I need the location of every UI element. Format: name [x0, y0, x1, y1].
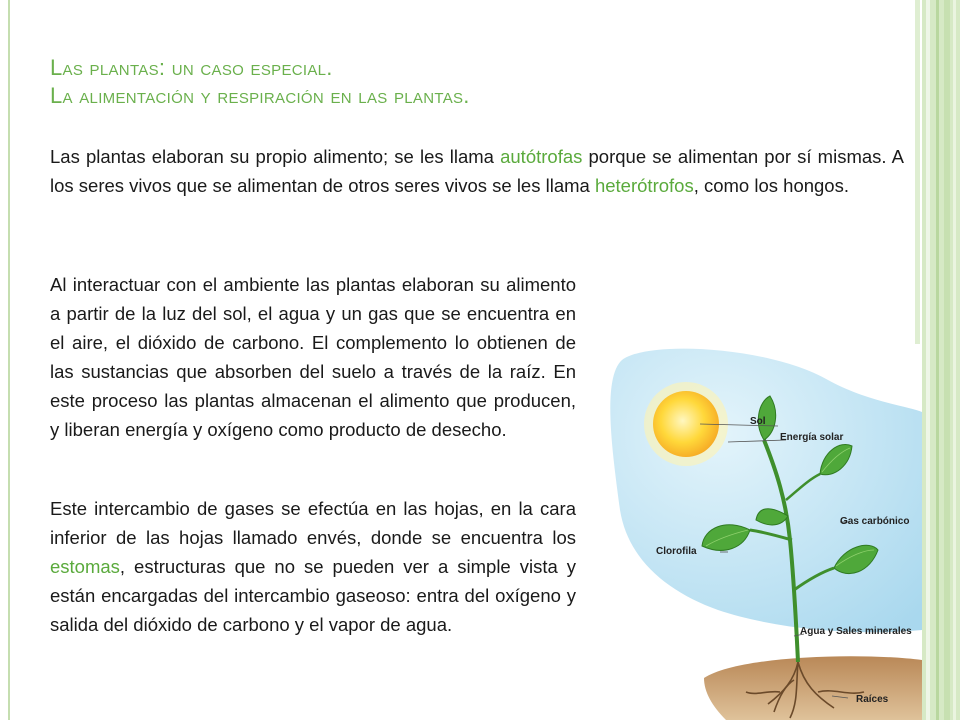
p1-text-1: Las plantas elaboran su propio alimento; se les llama [50, 146, 501, 167]
p1-text-3: , como los hongos. [693, 175, 849, 196]
label-energia-solar: Energía solar [780, 432, 844, 443]
slide-title [50, 54, 890, 110]
label-raices: Raíces [856, 694, 889, 705]
frame-stripe [936, 0, 939, 720]
p1-text-2: porque se alimentan por sí mismas. A los seres vivos que se alimentan de otros seres vivos se les llama [50, 146, 904, 196]
right-frame-border [922, 0, 960, 720]
paragraph-ambiente: Al interactuar con el ambiente las plantas elaboran su alimento a partir de la luz del sol, el agua y un gas que se encuentra en el aire, el dióxido de carbono. El complemento lo obtienen de las sustancias que absorben del suelo a través de la raíz. En este proceso las plantas almacenan el alimento que producen, y liberan energía y oxígeno como producto de desecho. [50, 274, 576, 440]
sky-blob [610, 349, 922, 633]
frame-stripe [926, 0, 930, 720]
term-estomas: estomas [50, 556, 120, 577]
label-agua-sales: Agua y Sales minerales [800, 626, 912, 637]
label-gas-carbonico: Gas carbónico [840, 516, 910, 527]
label-sol: Sol [750, 416, 766, 427]
term-autotrofas: autótrofas [500, 146, 583, 167]
soil-mound [704, 656, 922, 720]
frame-stripe [953, 0, 956, 720]
paragraph-intercambio [50, 494, 576, 639]
plant-photosynthesis-illustration [608, 340, 922, 720]
p3-text-2: , estructuras que no se pueden ver a simple vista y están encargadas del intercambio gaseoso: entra del oxígeno y salida del dióxido de carbono y el vapor de agua. [50, 556, 576, 635]
label-clorofila: Clorofila [656, 546, 697, 557]
term-heterotrofos: heterótrofos [594, 175, 694, 196]
left-frame-line [8, 0, 10, 720]
right-frame-inner-bar [915, 0, 920, 344]
frame-stripe [944, 0, 950, 720]
title-line-2: La alimentación y respiración en las plantas. [50, 83, 470, 108]
paragraph-autotrofas [50, 142, 904, 200]
title-line-1: Las plantas: un caso especial. [50, 55, 333, 80]
p3-text-1: Este intercambio de gases se efectúa en las hojas, en la cara inferior de las hojas llamado envés, donde se encuentra los [50, 498, 576, 548]
